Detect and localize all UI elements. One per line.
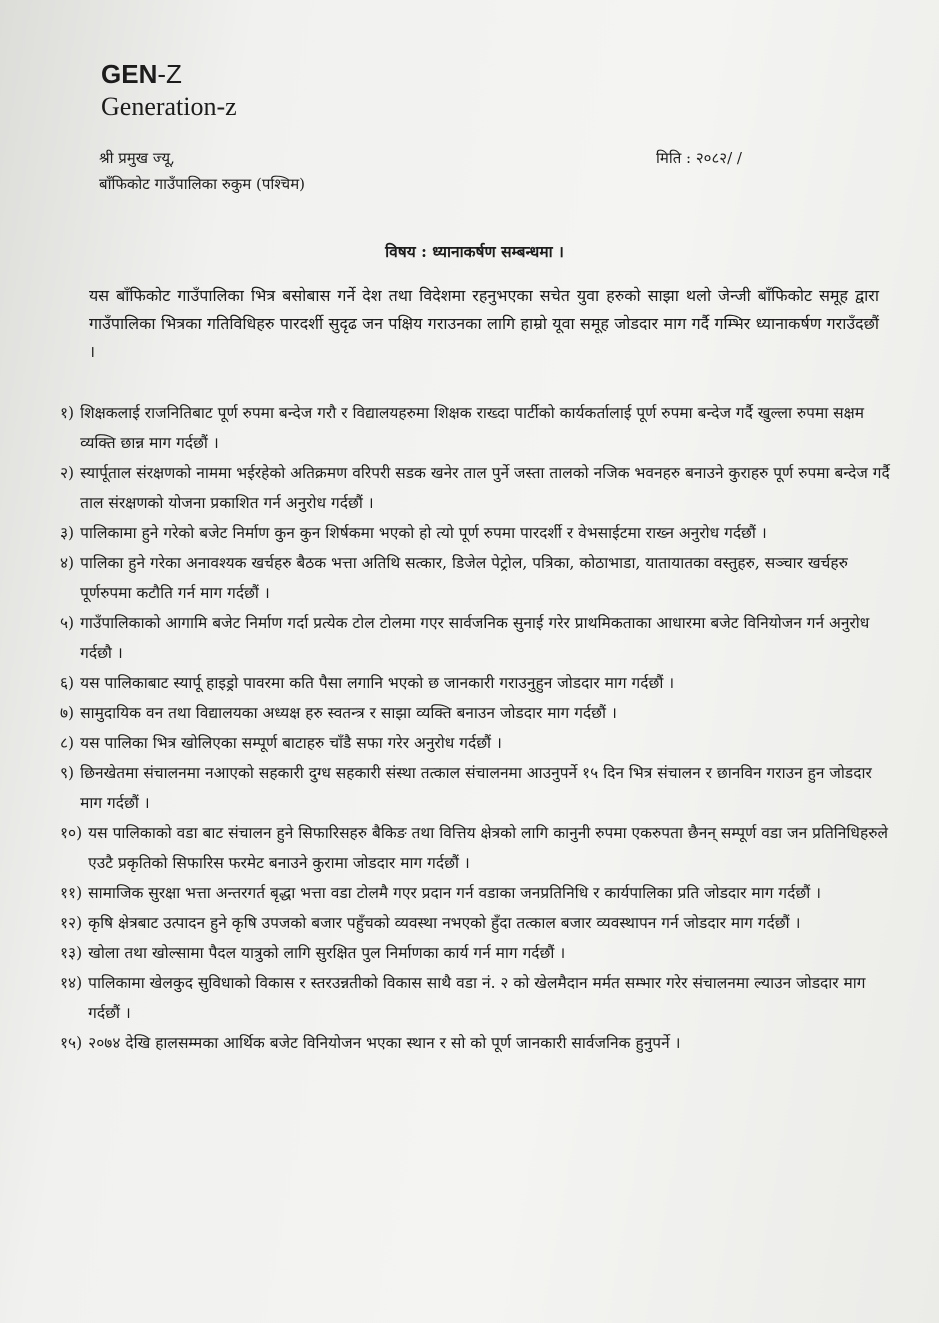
list-item xyxy=(60,818,890,878)
brand-title-suffix: -Z xyxy=(157,59,182,89)
list-item xyxy=(60,458,890,518)
list-item-text: यस पालिकाबाट स्यार्पू हाइड्रो पावरमा कति पैसा लगानि भएको छ जानकारी गराउनुहुन जोडदार माग गर्दछौं । xyxy=(80,674,675,692)
list-item-text: यस पालिकाको वडा बाट संचालन हुने सिफारिसहरु बैकिङ तथा वित्तिय क्षेत्रको लागि कानुनी रुपमा एकरुपता छैनन् सम्पूर्ण वडा जन प्रतिनिधिहरुले एउटै प्रकृतिको सिफारिस फरमेट बनाउने कुरामा जोडदार माग गर्दछौं । xyxy=(88,824,888,872)
list-item-number: ४) xyxy=(60,554,75,572)
list-item-text: सामुदायिक वन तथा विद्यालयका अध्यक्ष हरु स्वतन्त्र र साझा व्यक्ति बनाउन जोडदार माग गर्दछौं । xyxy=(80,704,617,722)
list-item-text: यस पालिका भित्र खोलिएका सम्पूर्ण बाटाहरु चाँडै सफा गरेर अनुरोध गर्दछौं । xyxy=(80,734,502,752)
intro-paragraph: यस बाँफिकोट गाउँपालिका भित्र बसोबास गर्ने देश तथा विदेशमा रहनुभएका सचेत युवा हरुको साझा थलो जेन्जी बाँफिकोट समूह द्वारा गाउँपालिका भित्रका गतिविधिहरु पारदर्शी सुदृढ जन पक्षिय गराउनका लागि हाम्रो यूवा समूह जोडदार माग गर्दै गम्भिर ध्यानाकर्षण गराउँदछौं । xyxy=(89,286,879,361)
list-item-number: ७) xyxy=(60,704,75,722)
list-item-number: ५) xyxy=(60,614,75,632)
brand-subtitle: Generation-z xyxy=(101,92,237,121)
list-item-text: पालिकामा हुने गरेको बजेट निर्माण कुन कुन शिर्षकमा भएको हो त्यो पूर्ण रुपमा पारदर्शी र वेभसाईटमा राख्न अनुरोध गर्दछौं । xyxy=(80,524,767,542)
recipient-line-2: बाँफिकोट गाउँपालिका रुकुम (पश्चिम) xyxy=(99,175,306,193)
letter-subject: विषय : ध्यानाकर्षण सम्बन्धमा । xyxy=(385,242,564,261)
recipient-address xyxy=(99,145,305,197)
list-item-text: कृषि क्षेत्रबाट उत्पादन हुने कृषि उपजको बजार पहुँचको व्यवस्था नभएको हुँदा तत्काल बजार व्यवस्थापन गर्न जोडदार माग गर्दछौं । xyxy=(88,914,801,932)
list-item xyxy=(60,1028,890,1058)
list-item-text: खोला तथा खोल्सामा पैदल यात्रुको लागि सुरक्षित पुल निर्माणका कार्य गर्न माग गर्दछौं । xyxy=(88,944,566,962)
demand-list xyxy=(60,398,890,1058)
list-item-number: ८) xyxy=(60,734,75,752)
list-item-number: ९) xyxy=(60,764,75,782)
list-item xyxy=(60,908,890,938)
list-item-number: १५) xyxy=(60,1034,83,1052)
list-item xyxy=(60,518,890,548)
list-item-number: १३) xyxy=(60,944,83,962)
list-item xyxy=(60,968,890,1028)
list-item xyxy=(60,878,890,908)
list-item-number: १०) xyxy=(60,824,83,842)
list-item-number: ११) xyxy=(60,884,83,902)
list-item xyxy=(60,938,890,968)
list-item-text: गाउँपालिकाको आगामि बजेट निर्माण गर्दा प्रत्येक टोल टोलमा गएर सार्वजनिक सुनाई गरेर प्राथमिकताका आधारमा बजेट विनियोजन गर्न अनुरोध गर्दछौ । xyxy=(80,614,870,662)
list-item-text: स्यार्पूताल संरक्षणको नाममा भईरहेको अतिक्रमण वरिपरी सडक खनेर ताल पुर्ने जस्ता तालको नजिक भवनहरु बनाउने कुराहरु पूर्ण रुपमा बन्देज गर्दै ताल संरक्षणको योजना प्रकाशित गर्न अनुरोध गर्दछौं । xyxy=(80,464,890,512)
brand-title xyxy=(101,58,237,90)
letterhead xyxy=(101,58,237,122)
list-item-number: १२) xyxy=(60,914,83,932)
list-item xyxy=(60,548,890,608)
list-item-text: शिक्षकलाई राजनितिबाट पूर्ण रुपमा बन्देज गरौ र विद्यालयहरुमा शिक्षक राख्दा पार्टीको कार्यकर्तालाई पूर्ण रुपमा बन्देज गर्दै खुल्ला रुपमा सक्षम व्यक्ति छान्न माग गर्दछौं । xyxy=(80,404,865,452)
list-item xyxy=(60,608,890,668)
recipient-line-1: श्री प्रमुख ज्यू, xyxy=(99,149,175,167)
list-item xyxy=(60,758,890,818)
list-item-number: १) xyxy=(60,404,75,422)
list-item-number: ६) xyxy=(60,674,75,692)
list-item-number: २) xyxy=(60,464,75,482)
list-item-text: छिनखेतमा संचालनमा नआएको सहकारी दुग्ध सहकारी संस्था तत्काल संचालनमा आउनुपर्ने १५ दिन भित्र संचालन र छानविन गराउन हुन जोडदार माग गर्दछौं । xyxy=(80,764,872,812)
list-item xyxy=(60,398,890,458)
list-item xyxy=(60,698,890,728)
list-item-text: सामाजिक सुरक्षा भत्ता अन्तरगर्त बृद्धा भत्ता वडा टोलमै गएर प्रदान गर्न वडाका जनप्रतिनिधि र कार्यपालिका प्रति जोडदार माग गर्दछौं । xyxy=(88,884,822,902)
list-item-text: पालिका हुने गरेका अनावश्यक खर्चहरु बैठक भत्ता अतिथि सत्कार, डिजेल पेट्रोल, पत्रिका, कोठाभाडा, यातायातका वस्तुहरु, सञ्चार खर्चहरु पूर्णरुपमा कटौति गर्न माग गर्दछौं । xyxy=(80,554,848,602)
list-item-number: ३) xyxy=(60,524,75,542)
list-item-number: १४) xyxy=(60,974,83,992)
list-item-text: पालिकामा खेलकुद सुविधाको विकास र स्तरउन्नतीको विकास साथै वडा नं. २ को खेलमैदान मर्मत सम्भार गरेर संचालनमा ल्याउन जोडदार माग गर्दछौं । xyxy=(88,974,866,1022)
list-item-text: २०७४ देखि हालसम्मका आर्थिक बजेट विनियोजन भएका स्थान र सो को पूर्ण जानकारी सार्वजनिक हुनुपर्ने । xyxy=(88,1034,681,1052)
list-item xyxy=(60,668,890,698)
letter-date: मिति : २०८२/ / xyxy=(656,149,742,167)
list-item xyxy=(60,728,890,758)
brand-title-bold: GEN xyxy=(101,59,158,89)
